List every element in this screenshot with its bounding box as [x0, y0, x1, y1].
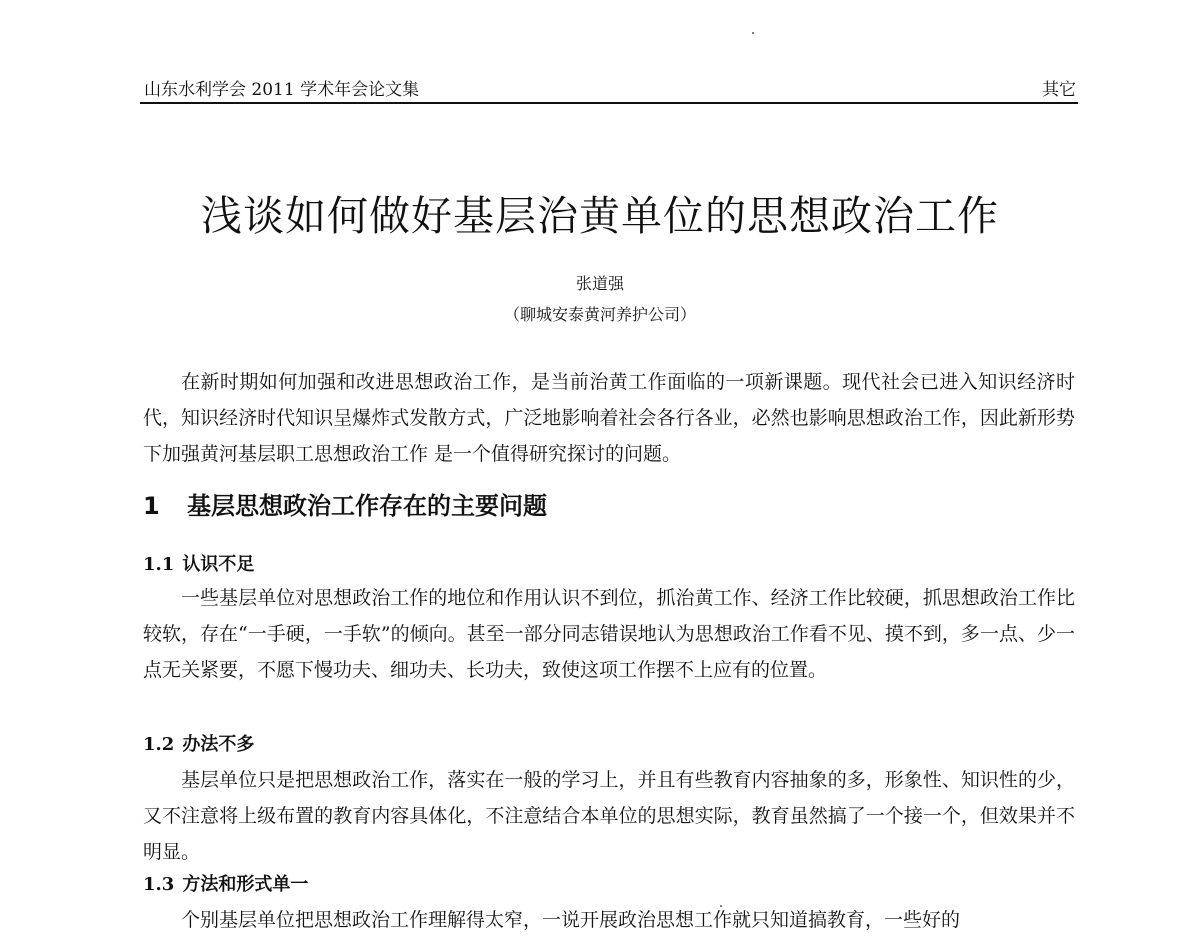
subsection-1-3-heading [143, 870, 308, 900]
subsection-1-2-heading [143, 730, 254, 760]
subsection-1-2-body [143, 762, 1075, 870]
section-1-number: 1 [143, 492, 160, 520]
subsection-1-3-body [143, 902, 1075, 938]
header-category: 其它 [1042, 80, 1076, 100]
subsection-1-3-number: 1.3 [143, 874, 175, 895]
subsection-1-1-title: 认识不足 [182, 554, 255, 575]
subsection-1-3-paragraph: 个别基层单位把思想政治工作理解得太窄，一说开展政治思想工作就只知道搞教育，一些好的 [181, 909, 961, 931]
intro-paragraph-block [143, 364, 1075, 472]
section-1-title: 基层思想政治工作存在的主要问题 [187, 492, 547, 520]
subsection-1-3-title: 方法和形式单一 [182, 874, 309, 895]
header-proceedings-title: 山东水利学会 2011 学术年会论文集 [144, 80, 420, 100]
subsection-1-1-paragraph: 一些基层单位对思想政治工作的地位和作用认识不到位，抓治黄工作、经济工作比较硬，抓思想政治工作比较软，存在“一手硬，一手软”的倾向。甚至一部分同志错误地认为思想政治工作看不见、摸不到，多一点、少一点无关紧要，不愿下慢功夫、细功夫、长功夫，致使这项工作摆不上应有的位置。 [143, 587, 1075, 681]
subsection-1-2-number: 1.2 [143, 734, 175, 755]
scan-speck [720, 905, 722, 907]
paper-author: 张道强 [575, 274, 624, 293]
paper-title: 浅谈如何做好基层治黄单位的思想政治工作 [201, 192, 999, 240]
subsection-1-1-heading [143, 550, 254, 580]
subsection-1-1-body [143, 580, 1075, 688]
paper-affiliation: （聊城安泰黄河养护公司） [503, 305, 696, 324]
section-1-heading [143, 488, 547, 524]
subsection-1-2-title: 办法不多 [182, 734, 255, 755]
intro-paragraph: 在新时期如何加强和改进思想政治工作，是当前治黄工作面临的一项新课题。现代社会已进入知识经济时代，知识经济时代知识呈爆炸式发散方式，广泛地影响着社会各行各业，必然也影响思想政治工作，因此新形势下加强黄河基层职工思想政治工作 是一个值得研究探讨的问题。 [143, 371, 1075, 465]
subsection-1-1-number: 1.1 [143, 554, 175, 575]
scan-speck [752, 32, 754, 34]
running-header [140, 72, 1078, 104]
subsection-1-2-paragraph: 基层单位只是把思想政治工作，落实在一般的学习上，并且有些教育内容抽象的多，形象性、知识性的少，又不注意将上级布置的教育内容具体化，不注意结合本单位的思想实际，教育虽然搞了一个接一个，但效果并不明显。 [143, 769, 1075, 863]
